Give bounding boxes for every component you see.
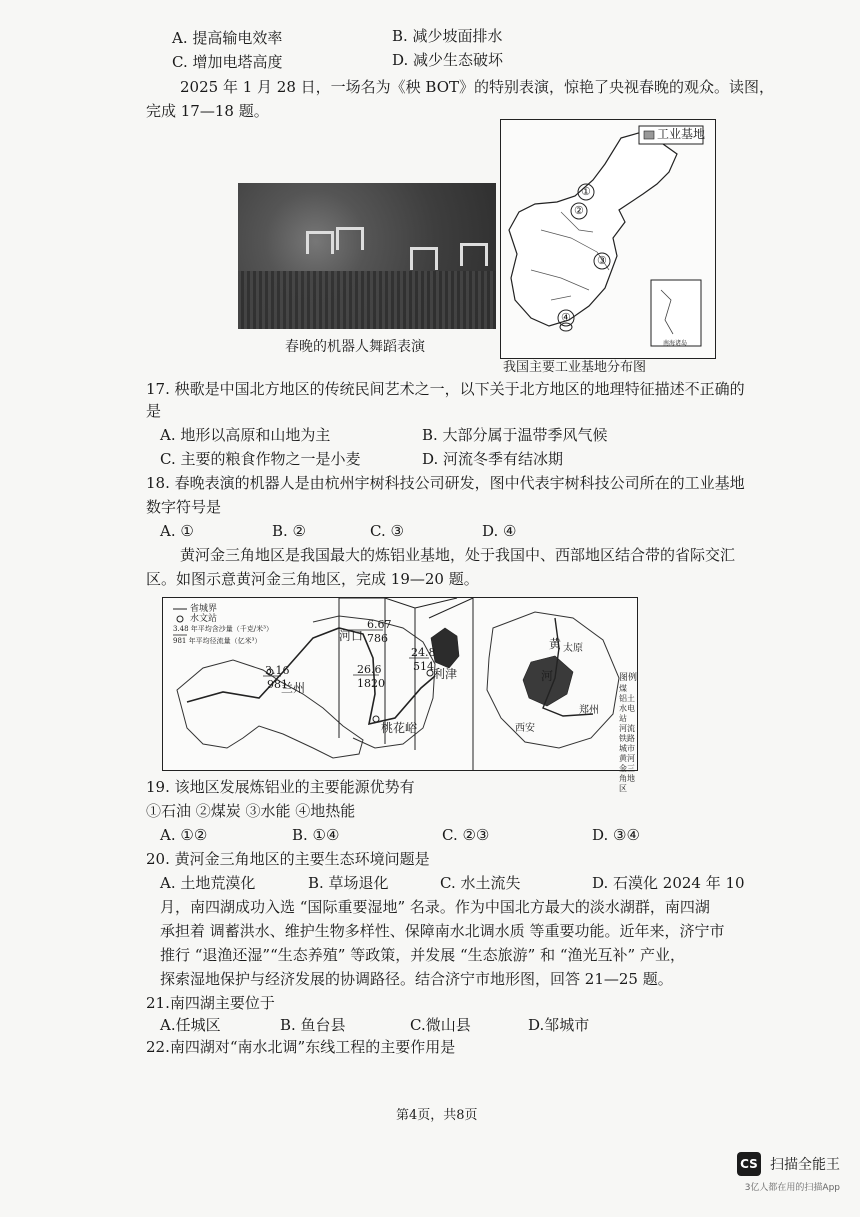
map-inset-label: 南海诸岛: [663, 340, 688, 347]
legend-golden-triangle: 黄河金三角地区: [619, 754, 635, 793]
map-caption: 我国主要工业基地分布图: [503, 360, 647, 375]
intro-19-20-line2: 区。如图示意黄河金三角地区，完成 19—20 题。: [146, 570, 479, 588]
q18-option-a: A. ①: [160, 522, 194, 540]
photo-caption: 春晚的机器人舞蹈表演: [285, 339, 425, 355]
station-value: 3.16: [265, 664, 290, 677]
legend-river: 河流: [619, 724, 635, 733]
q16-option-a: A. 提高输电效率: [172, 29, 283, 47]
robot-figure: [460, 243, 488, 266]
scanner-app-name: 扫描全能王: [770, 1157, 840, 1173]
map-marker-2: ②: [574, 204, 584, 217]
place-lijin: 利津: [433, 667, 458, 681]
robot-figure: [336, 227, 364, 250]
photo-crowd-band: [238, 271, 496, 329]
q19-items: ①石油 ②煤炭 ③水能 ④地热能: [146, 802, 356, 820]
place-zhengzhou: 郑州: [579, 705, 599, 716]
page-number: 第4页，共8页: [396, 1108, 478, 1123]
legend-hydrology-station: 水文站: [190, 614, 218, 624]
q19-option-b: B. ①④: [292, 826, 340, 844]
robot-dance-photo: [238, 183, 496, 329]
q18-option-b: B. ②: [272, 522, 307, 540]
intro-17-18-line1: 2025 年 1 月 28 日，一场名为《秧 BOT》的特别表演，惊艳了央视春晚的观众。读图，: [180, 78, 775, 96]
q19-option-a: A. ①②: [160, 826, 208, 844]
legend-coal: 煤: [619, 684, 627, 693]
legend-right-title: 图例: [619, 673, 638, 683]
q18-stem-line1: 18. 春晚表演的机器人是由杭州宇树科技公司研发，图中代表宇树科技公司所在的工业基地: [146, 474, 745, 492]
station-value: 24.8: [411, 646, 436, 659]
legend-city: 城市: [619, 744, 635, 753]
station-value: 1820: [357, 677, 385, 690]
q17-option-d: D. 河流冬季有结冰期: [422, 450, 564, 468]
q20-option-b: B. 草场退化: [308, 874, 389, 892]
map-marker-4: ④: [561, 311, 571, 324]
legend-railway: 铁路: [619, 734, 635, 743]
china-outline-svg: [501, 120, 715, 358]
map-legend-label: 工业基地: [657, 127, 706, 141]
robot-figure: [410, 247, 438, 270]
legend-sediment: 3.48 年平均含沙量（千克/米³）: [173, 625, 273, 633]
industrial-base-map: [500, 119, 716, 359]
q16-option-b: B. 减少坡面排水: [392, 27, 503, 45]
q18-option-d: D. ④: [482, 522, 517, 540]
intro-17-18-line2: 完成 17—18 题。: [146, 102, 269, 120]
intro-21-25-line2: 承担着 调蓄洪水、维护生物多样性、保障南水北调水质 等重要功能。近年来，济宁市: [160, 922, 725, 940]
map-marker-1: ①: [581, 185, 591, 198]
river-label-he: 河: [541, 669, 554, 683]
intro-19-20-line1: 黄河金三角地区是我国最大的炼铝业基地，处于我国中、西部地区结合带的省际交汇: [180, 546, 736, 564]
q19-stem: 19. 该地区发展炼铝业的主要能源优势有: [146, 778, 415, 796]
q21-option-d: D.邹城市: [528, 1016, 590, 1034]
river-label-huang: 黄: [549, 637, 562, 651]
scanner-tagline: 3亿人都在用的扫描App: [744, 1183, 840, 1193]
q18-option-c: C. ③: [370, 522, 404, 540]
q21-option-c: C.微山县: [410, 1016, 471, 1034]
place-lanzhou: 兰州: [281, 681, 306, 695]
scanner-watermark: [737, 1152, 840, 1193]
q20-stem: 20. 黄河金三角地区的主要生态环境问题是: [146, 850, 430, 868]
q20-option-d: D. 石漠化 2024 年 10: [592, 874, 745, 892]
cs-logo: CS: [737, 1152, 761, 1176]
q20-option-a: A. 土地荒漠化: [160, 874, 256, 892]
q22-stem: 22.南四湖对“南水北调”东线工程的主要作用是: [146, 1038, 456, 1056]
intro-21-25-line3: 推行 “退渔还湿”“生态养殖” 等政策，并发展 “生态旅游” 和 “渔光互补” 产业，: [160, 946, 685, 964]
intro-21-25-line4: 探索湿地保护与经济发展的协调路径。结合济宁市地形图，回答 21—25 题。: [160, 970, 673, 988]
legend-right-list: [619, 684, 637, 794]
legend-provincial-boundary: 省城界: [190, 604, 218, 614]
q17-stem-line1: 17. 秧歌是中国北方地区的传统民间艺术之一，以下关于北方地区的地理特征描述不正确的: [146, 380, 745, 398]
q21-stem: 21.南四湖主要位于: [146, 994, 275, 1012]
q16-option-c: C. 增加电塔高度: [172, 53, 283, 71]
intro-21-25-line1: 月，南四湖成功入选 “国际重要湿地” 名录。作为中国北方最大的淡水湖群，南四湖: [160, 898, 710, 916]
q17-option-a: A. 地形以高原和山地为主: [160, 426, 331, 444]
q20-option-c: C. 水土流失: [440, 874, 521, 892]
legend-hydropower: 水电站: [619, 704, 635, 723]
q17-option-c: C. 主要的粮食作物之一是小麦: [160, 450, 361, 468]
station-value: 981: [267, 678, 288, 691]
station-value: 786: [367, 632, 388, 645]
robot-figure: [306, 231, 334, 254]
station-value: 514: [413, 660, 434, 673]
station-value: 6.67: [367, 618, 392, 631]
legend-bauxite: 铝土: [619, 694, 635, 703]
place-xian: 西安: [515, 723, 535, 734]
q16-option-d: D. 减少生态破坏: [392, 51, 504, 69]
q18-stem-line2: 数字符号是: [146, 498, 222, 516]
q21-option-b: B. 鱼台县: [280, 1016, 346, 1034]
q19-option-c: C. ②③: [442, 826, 490, 844]
place-taohuayu: 桃花峪: [381, 721, 418, 735]
legend-runoff: 981 年平均径流量（亿米³）: [173, 637, 262, 645]
map-marker-3: ③: [597, 254, 607, 267]
q17-stem-line2: 是: [146, 402, 162, 420]
place-taiyuan: 太原: [563, 643, 583, 654]
station-value: 26.6: [357, 663, 382, 676]
q19-option-d: D. ③④: [592, 826, 640, 844]
q17-option-b: B. 大部分属于温带季风气候: [422, 426, 608, 444]
place-hekou: 河口: [339, 629, 364, 643]
q21-option-a: A.任城区: [160, 1016, 221, 1034]
